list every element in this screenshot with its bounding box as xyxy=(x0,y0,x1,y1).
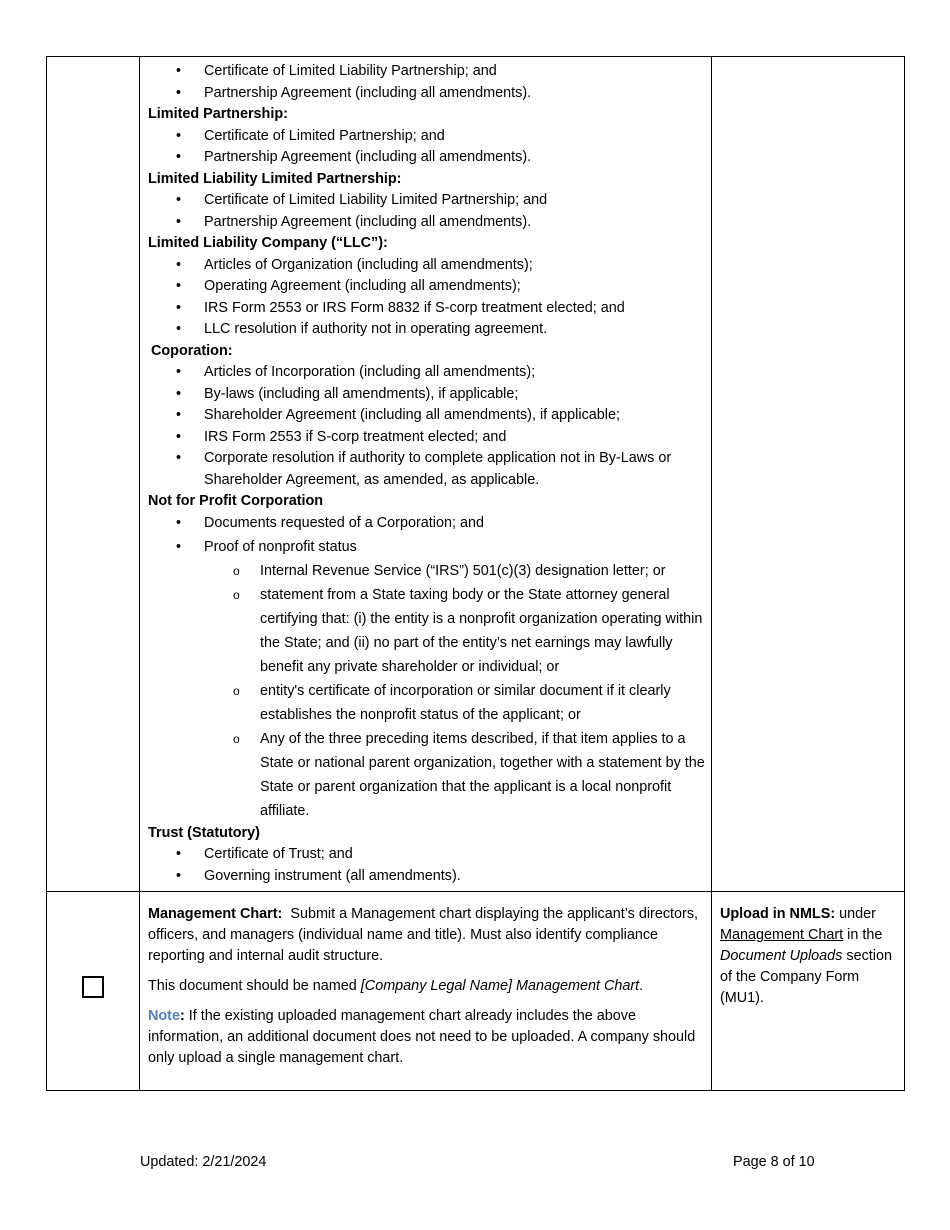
checkbox-cell xyxy=(47,892,140,1091)
footer-page-number: Page 8 of 10 xyxy=(733,1154,815,1170)
llp-list xyxy=(148,61,705,104)
management-label: Management Chart: xyxy=(148,906,283,922)
list-item: • Partnership Agreement (including all amendments). xyxy=(148,212,705,234)
management-description xyxy=(148,904,703,967)
management-chart-checkbox[interactable] xyxy=(82,976,104,998)
naming-suffix: . xyxy=(639,978,644,994)
management-text: Submit a Management chart displaying the applicant’s directors, officers, and managers (individual name and title). Must also identify compliance reporting and internal audit structure. xyxy=(148,906,699,964)
section-heading: Trust (Statutory) xyxy=(148,824,260,841)
naming-instruction xyxy=(148,976,703,997)
section-heading: Coporation: xyxy=(151,342,233,359)
sub-list-item: o entity's certificate of incorporation or similar document if it clearly establishes the nonprofit status of the applicant; or xyxy=(204,679,705,727)
trust-list xyxy=(148,844,705,887)
llc-list xyxy=(148,255,705,341)
entity-documents-cell xyxy=(140,57,712,892)
list-item: • LLC resolution if authority not in operating agreement. xyxy=(148,319,705,341)
list-item-label: Proof of nonprofit status xyxy=(204,539,357,555)
nonprofit-list xyxy=(148,513,705,559)
list-item: • IRS Form 2553 if S-corp treatment elected; and xyxy=(148,427,705,449)
upload-text-3: section of the Company Form (MU1). xyxy=(720,948,892,1006)
note-text: If the existing uploaded management chart already includes the above information, an additional document does not need to be uploaded. A company should only upload a single management chart. xyxy=(148,1008,696,1066)
section-heading: Limited Liability Company (“LLC”): xyxy=(148,235,388,251)
naming-prefix: This document should be named xyxy=(148,978,361,994)
note-colon: : xyxy=(179,1008,185,1024)
upload-label: Upload in NMLS: xyxy=(720,906,836,922)
list-item xyxy=(148,537,705,559)
management-chart-link[interactable]: Management Chart xyxy=(720,927,844,943)
list-item: • Documents requested of a Corporation; and xyxy=(148,513,705,535)
note-label: Note xyxy=(148,1008,180,1024)
sub-list-item: o Internal Revenue Service (“IRS”) 501(c)(3) designation letter; or xyxy=(204,559,705,583)
list-item: • Corporate resolution if authority to complete application not in By-Laws or Shareholder Agreement, as amended, as applicable. xyxy=(148,448,705,491)
sub-list-item: o Any of the three preceding items described, if that item applies to a State or national parent organization, together with a statement by the State or parent organization that the applicant is a local nonprofit affiliate. xyxy=(204,727,705,823)
list-item: • Partnership Agreement (including all amendments). xyxy=(148,147,705,169)
management-chart-cell xyxy=(140,892,712,1091)
lllp-list xyxy=(148,190,705,233)
list-item: • Certificate of Limited Liability Limited Partnership; and xyxy=(148,190,705,212)
list-item: • IRS Form 2553 or IRS Form 8832 if S-corp treatment elected; and xyxy=(148,298,705,320)
management-note xyxy=(148,1006,703,1069)
list-item: • Operating Agreement (including all amendments); xyxy=(148,276,705,298)
section-heading: Limited Liability Limited Partnership: xyxy=(148,170,402,187)
upload-text-1: under xyxy=(835,906,876,922)
upload-instruction-cell xyxy=(712,892,905,1091)
naming-name: [Company Legal Name] Management Chart xyxy=(360,978,640,994)
list-item: • Articles of Incorporation (including all amendments); xyxy=(148,362,705,384)
upload-instruction xyxy=(712,892,904,1021)
requirements-table xyxy=(46,56,905,1091)
list-item: • Shareholder Agreement (including all amendments), if applicable; xyxy=(148,405,705,427)
list-item: • Certificate of Limited Partnership; and xyxy=(148,126,705,148)
section-heading: Limited Partnership: xyxy=(148,106,288,122)
list-item: • By-laws (including all amendments), if applicable; xyxy=(148,384,705,406)
footer-updated-date: Updated: 2/21/2024 xyxy=(140,1154,267,1170)
document-uploads-label: Document Uploads xyxy=(720,948,843,964)
table-row xyxy=(47,892,905,1091)
section-heading: Not for Profit Corporation xyxy=(148,493,324,509)
upload-cell-empty xyxy=(712,57,905,892)
sub-list-item: o statement from a State taxing body or the State attorney general certifying that: (i) the entity is a nonprofit organization operating within the State; and (ii) no part of the entity’s net earnings may lawfully benefit any private shareholder or individual; or xyxy=(204,583,705,679)
lp-list xyxy=(148,126,705,169)
list-item: • Certificate of Limited Liability Partnership; and xyxy=(148,61,705,83)
list-item: • Governing instrument (all amendments). xyxy=(148,866,705,888)
corporation-list xyxy=(148,362,705,491)
checkbox-cell-empty xyxy=(47,57,140,892)
list-item: • Articles of Organization (including all amendments); xyxy=(148,255,705,277)
list-item: • Partnership Agreement (including all amendments). xyxy=(148,83,705,105)
upload-text-2: in the xyxy=(843,927,883,943)
table-row xyxy=(47,57,905,892)
nonprofit-sublist xyxy=(204,559,705,823)
list-item: • Certificate of Trust; and xyxy=(148,844,705,866)
